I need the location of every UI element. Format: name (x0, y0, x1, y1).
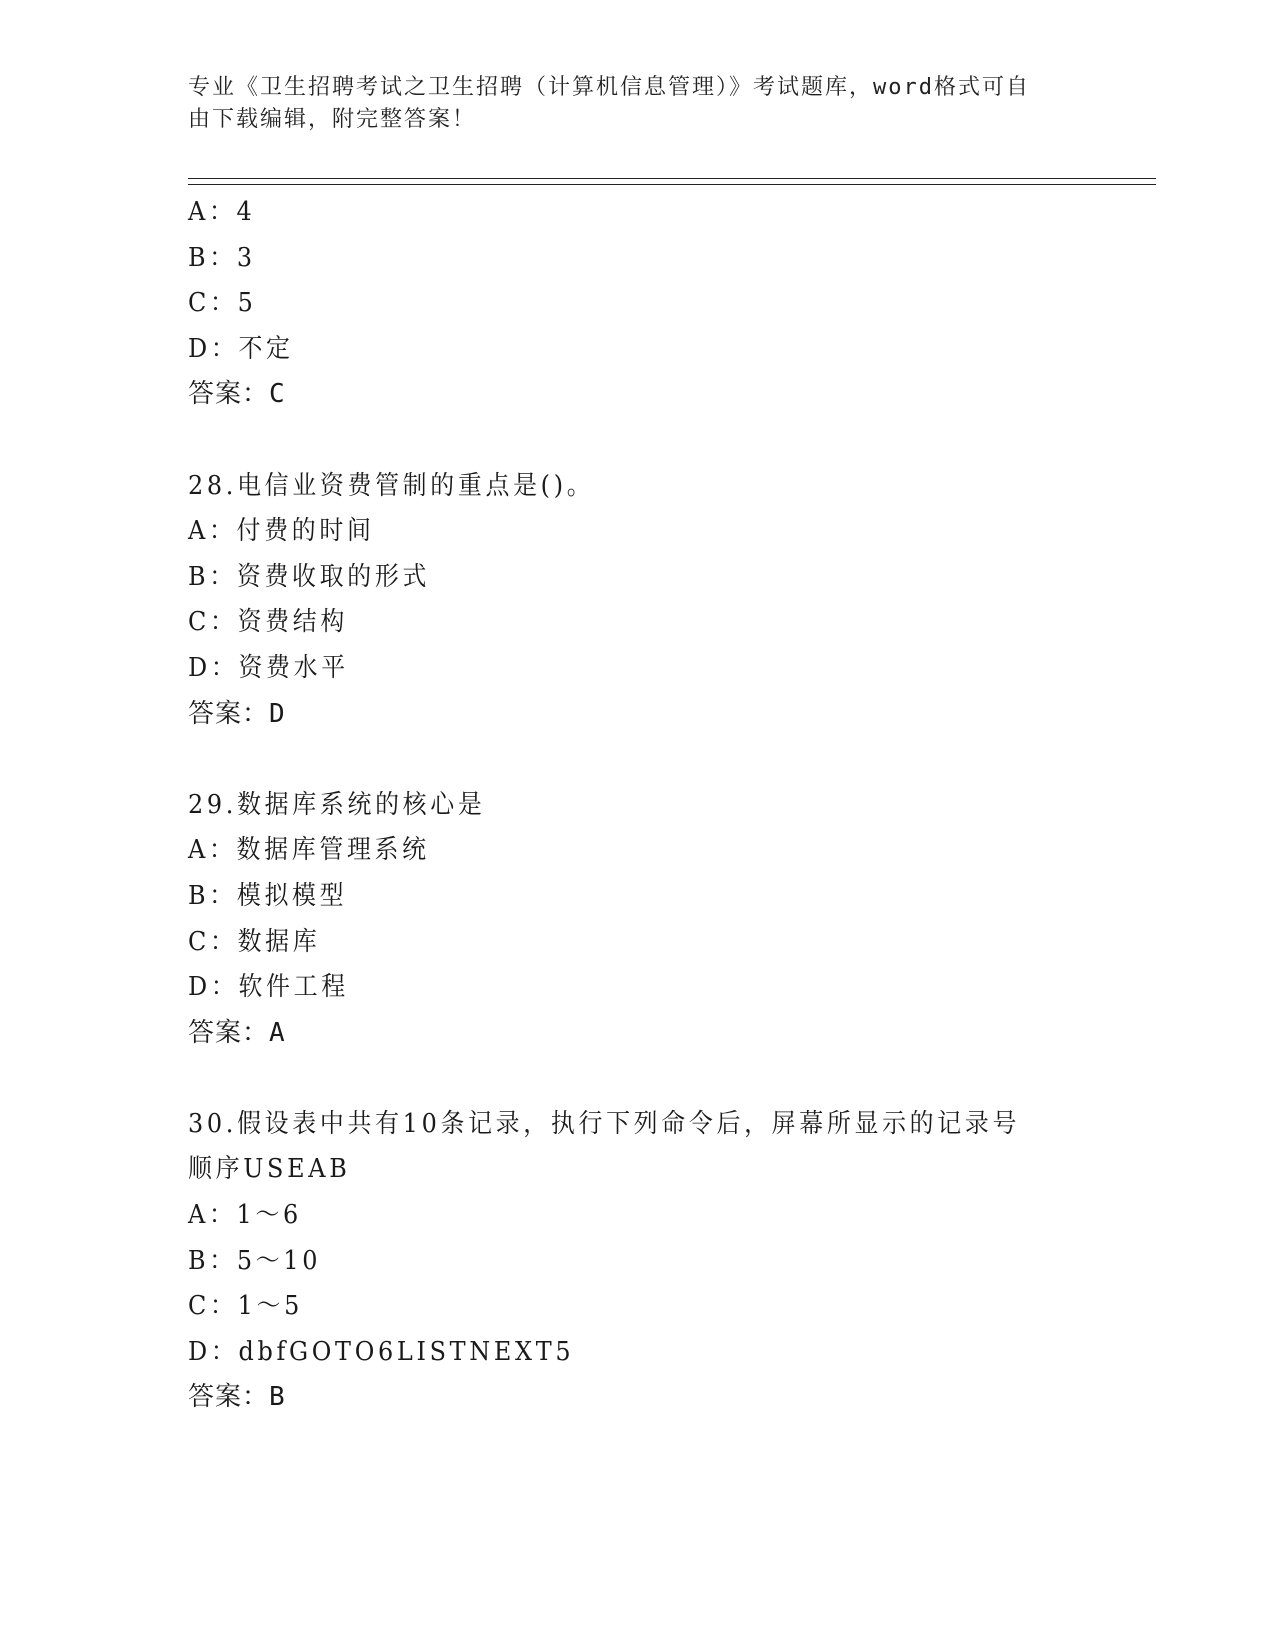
answer-text: 答案：A (188, 1017, 286, 1048)
question-block-29 (188, 783, 1088, 1057)
option-d: D：资费水平 (188, 652, 349, 683)
question-block-27 (188, 190, 1088, 418)
answer-text: 答案：D (188, 698, 286, 729)
question-spacer (188, 418, 1088, 464)
question-text: 28.电信业资费管制的重点是()。 (188, 470, 595, 501)
option-b: B：模拟模型 (188, 880, 348, 911)
option-c: C：5 (188, 288, 257, 319)
option-a: A：4 (188, 197, 256, 227)
option-d: D：软件工程 (188, 972, 349, 1003)
option-d: D：不定 (188, 333, 294, 364)
question-block-28 (188, 464, 1088, 738)
option-d: D：dbfGOTO6LISTNEXT5 (188, 1336, 575, 1367)
header-line-1: 专业《卫生招聘考试之卫生招聘（计算机信息管理）》考试题库，word格式可自 (188, 75, 1030, 100)
question-spacer (188, 737, 1088, 783)
question-text: 30.假设表中共有10条记录，执行下列命令后，屏幕所显示的记录号 (188, 1108, 1021, 1139)
question-block-30 (188, 1102, 1088, 1421)
question-spacer (188, 1056, 1088, 1102)
option-b: B：资费收取的形式 (188, 561, 431, 592)
question-text: 29.数据库系统的核心是 (188, 789, 486, 820)
option-c: C：1～5 (188, 1291, 303, 1322)
option-c: C：数据库 (188, 926, 321, 957)
answer-text: 答案：B (188, 1382, 286, 1413)
option-c: C：资费结构 (188, 607, 348, 638)
question-text-continued: 顺序USEAB (188, 1154, 351, 1185)
header-divider (188, 178, 1156, 185)
option-a: A：1～6 (188, 1200, 302, 1231)
option-b: B：3 (188, 242, 256, 273)
option-a: A：付费的时间 (188, 516, 375, 547)
document-header (188, 72, 1078, 136)
option-b: B：5～10 (188, 1245, 322, 1276)
question-list (188, 190, 1088, 1421)
header-line-2: 由下载编辑，附完整答案！ (188, 107, 477, 132)
option-a: A：数据库管理系统 (188, 835, 430, 866)
answer-text: 答案：C (188, 379, 286, 410)
